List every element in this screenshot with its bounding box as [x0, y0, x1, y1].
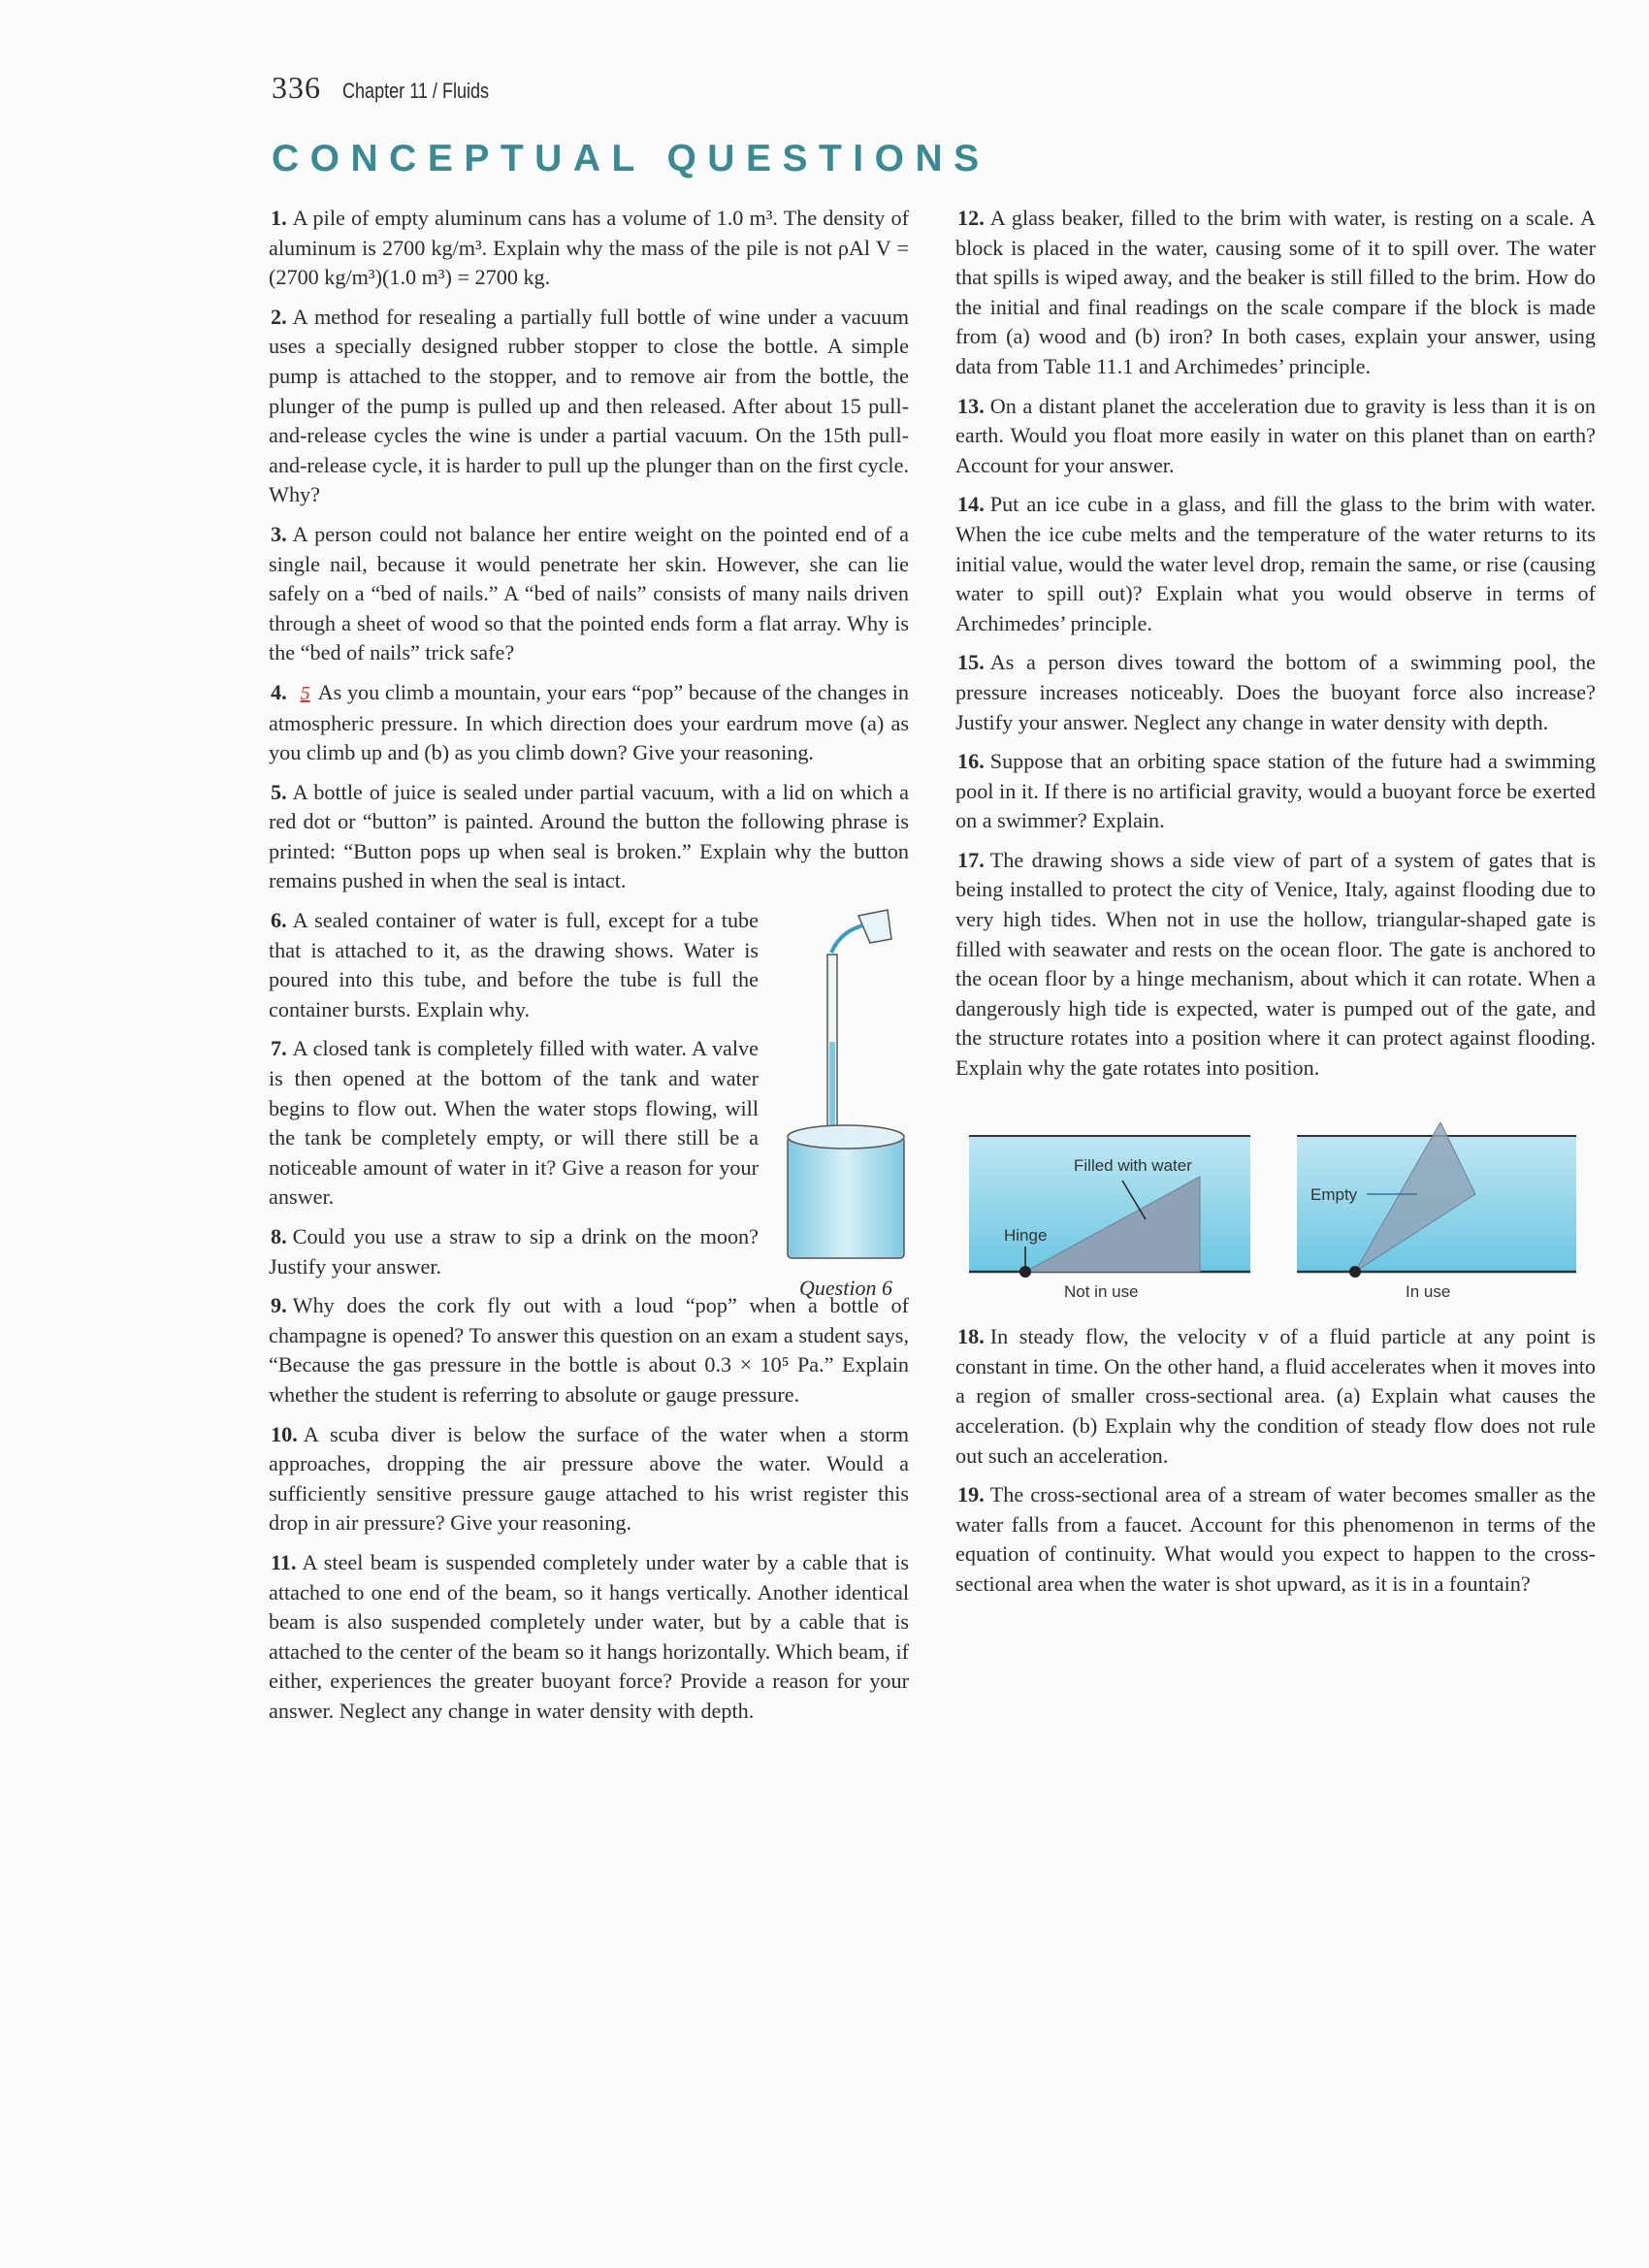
question-17	[955, 846, 1596, 1084]
figure-question-6	[783, 906, 909, 1303]
question-text: A pile of empty aluminum cans has a volume of 1.0 m³. The density of aluminum is 2700 kg/m³. Explain why the mass of the pile is not ρAl V = (2700 kg/m³)(1.0 m³) = 2700 kg.	[269, 206, 909, 290]
tube-water	[829, 1042, 835, 1139]
question-number: 7.	[271, 1036, 287, 1061]
handwritten-mark: 5	[300, 682, 310, 704]
question-18	[955, 1322, 1596, 1471]
question-5	[269, 778, 909, 896]
pouring-beaker-icon	[831, 910, 891, 953]
question-number: 18.	[957, 1324, 985, 1349]
question-number: 16.	[957, 749, 985, 774]
page-header	[272, 70, 521, 106]
question-number: 5.	[271, 779, 287, 804]
question-number: 4.	[271, 679, 287, 704]
question-text: A glass beaker, filled to the brim with water, is resting on a scale. A block is placed in the water, causing some of it to spill over. The water that spills is wiped away, and the beaker is still filled to the brim. How do the initial and final readings on the scale compare if the block is made from (a) wood and (b) iron? In both cases, explain your answer, using data from Table 11.1 and Archimedes’ principle.	[955, 206, 1596, 378]
question-19	[955, 1480, 1596, 1599]
label-empty: Empty	[1310, 1184, 1358, 1204]
question-number: 1.	[271, 206, 287, 230]
question-16	[955, 747, 1596, 836]
question-text: A closed tank is completely filled with water. A valve is then opened at the bottom of the tank and water begins to flow out. When the water stops flowing, will the tank be completely empty, or will there still be a noticeable amount of water in it? Give a reason for your answer.	[269, 1036, 759, 1210]
question-number: 3.	[271, 521, 287, 546]
question-11	[269, 1548, 909, 1727]
right-column	[955, 204, 1596, 1609]
question-text: A person could not balance her entire weight on the pointed end of a single nail, because it would penetrate her skin. However, she can lie safely on a “bed of nails.” A “bed of nails” consists of many nails driven through a sheet of wood so that the pointed ends form a flat array. Why is the “bed of nails” trick safe?	[269, 521, 909, 665]
question-text: Put an ice cube in a glass, and fill the glass to the brim with water. When the ice cube melts and the temperature of the water returns to its initial value, would the water level drop, remain the same, or rise (causing water to spill out)? Explain what you would observe in terms of Archimedes’ principle.	[955, 492, 1596, 635]
question-14	[955, 490, 1596, 638]
question-text: A steel beam is suspended completely under water by a cable that is attached to one end of the beam, so it hangs vertically. Another identical beam is also suspended completely under water, but by a cable that is attached to the center of the beam so it hangs horizontally. Which beam, if either, experiences the greater buoyant force? Provide a reason for your answer. Neglect any change in water density with depth.	[269, 1549, 909, 1723]
question-text: A method for resealing a partially full bottle of wine under a vacuum uses a specially designed rubber stopper to close the bottle. A simple pump is attached to the stopper, and to remove air from the bottle, the plunger of the pump is pulled up and then released. After about 15 pull-and-release cycles the wine is under a partial vacuum. On the 15th pull-and-release cycle, it is harder to pull up the plunger than on the first cycle. Why?	[269, 304, 909, 507]
question-number: 14.	[957, 492, 985, 517]
figure-question-17	[955, 1122, 1596, 1306]
left-column	[269, 204, 909, 1736]
question-13	[955, 392, 1596, 481]
questions-6-9-block	[269, 906, 909, 1410]
section-title: CONCEPTUAL QUESTIONS	[272, 138, 990, 179]
question-text: As you climb a mountain, your ears “pop” because of the changes in atmospheric pressure. In which direction does your eardrum move (a) as you climb up and (b) as you climb down? Give your reasoning.	[269, 679, 909, 765]
question-8	[269, 1222, 759, 1281]
question-number: 11.	[271, 1549, 297, 1574]
question-text: As a person dives toward the bottom of a swimming pool, the pressure increases noticeably. Does the buoyant force also increase? Justify your answer. Neglect any change in water density with depth.	[955, 650, 1596, 734]
question-number: 17.	[957, 847, 985, 872]
container	[788, 1137, 904, 1258]
question-number: 15.	[957, 650, 985, 675]
question-number: 8.	[271, 1224, 287, 1248]
question-text: Could you use a straw to sip a drink on the moon? Justify your answer.	[269, 1224, 759, 1279]
caption-not-in-use: Not in use	[1064, 1281, 1139, 1297]
hinge-icon	[1349, 1266, 1361, 1278]
question-number: 13.	[957, 393, 985, 418]
question-number: 6.	[271, 908, 287, 933]
question-10	[269, 1420, 909, 1539]
chapter-title: Chapter 11 / Fluids	[342, 79, 490, 103]
container-tube-illustration	[783, 906, 909, 1265]
question-number: 12.	[957, 206, 985, 230]
panel-in-use	[1297, 1122, 1576, 1297]
question-text: Why does the cork fly out with a loud “pop” when a bottle of champagne is opened? To answer this question on an exam a student says, “Because the gas pressure in the bottle is about 0.3 × 10⁵ Pa.” Explain whether the student is referring to absolute or gauge pressure.	[269, 1293, 909, 1407]
question-text: The drawing shows a side view of part of a system of gates that is being installed to protect the city of Venice, Italy, against flooding due to very high tides. When not in use the hollow, triangular-shaped gate is filled with seawater and rests on the ocean floor. The gate is anchored to the ocean floor by a hinge mechanism, about which it can rotate. When a dangerously high tide is expected, water is pumped out of the gate, and the structure rotates into a position where it can protect against flooding. Explain why the gate rotates into position.	[955, 847, 1596, 1081]
question-6	[269, 906, 759, 1024]
question-2	[269, 303, 909, 510]
question-4	[269, 678, 909, 768]
question-text: A scuba diver is below the surface of the water when a storm approaches, dropping the air pressure above the water. Would a sufficiently sensitive pressure gauge attached to his wrist register this drop in air pressure? Give your reasoning.	[269, 1421, 909, 1536]
hinge-icon	[1019, 1266, 1031, 1278]
question-7	[269, 1034, 759, 1213]
question-3	[269, 520, 909, 668]
label-hinge: Hinge	[1004, 1225, 1048, 1245]
figure-caption: Question 6	[799, 1275, 892, 1300]
question-number: 2.	[271, 304, 287, 329]
question-text: On a distant planet the acceleration due to gravity is less than it is on earth. Would you float more easily in water on this planet than on earth? Account for your answer.	[955, 393, 1596, 477]
question-number: 19.	[957, 1482, 985, 1507]
question-text: In steady flow, the velocity v of a fluid particle at any point is constant in time. On the other hand, a fluid accelerates when it moves into a region of smaller cross-sectional area. (a) Explain what causes the acceleration. (b) Explain why the condition of steady flow does not rule out such an acceleration.	[955, 1324, 1596, 1468]
question-number: 10.	[271, 1421, 298, 1446]
question-15	[955, 648, 1596, 737]
question-12	[955, 204, 1596, 382]
question-text: A bottle of juice is sealed under partial vacuum, with a lid on which a red dot or “button” is painted. Around the button the following phrase is printed: “Button pops up when seal is broken.” Explain why the button remains pushed in when the seal is intact.	[269, 779, 909, 893]
caption-in-use: In use	[1406, 1281, 1451, 1297]
question-1	[269, 204, 909, 293]
page-number: 336	[272, 70, 321, 105]
panel-not-in-use	[969, 1136, 1250, 1297]
label-filled-with-water: Filled with water	[1074, 1155, 1192, 1175]
question-text: A sealed container of water is full, except for a tube that is attached to it, as the drawing shows. Water is poured into this tube, and before the tube is full the container bursts. Explain why.	[269, 908, 759, 1021]
question-number: 9.	[271, 1293, 287, 1318]
question-9	[269, 1291, 909, 1409]
question-text: Suppose that an orbiting space station of the future had a swimming pool in it. If there is no artificial gravity, would a buoyant force be exerted on a swimmer? Explain.	[955, 749, 1596, 833]
container-lid	[788, 1125, 904, 1149]
question-text: The cross-sectional area of a stream of water becomes smaller as the water falls from a faucet. Account for this phenomenon in terms of the equation of continuity. What would you expect to happen to the cross-sectional area when the water is shot upward, as it is in a fountain?	[955, 1482, 1596, 1596]
venice-gate-diagram	[955, 1122, 1576, 1297]
